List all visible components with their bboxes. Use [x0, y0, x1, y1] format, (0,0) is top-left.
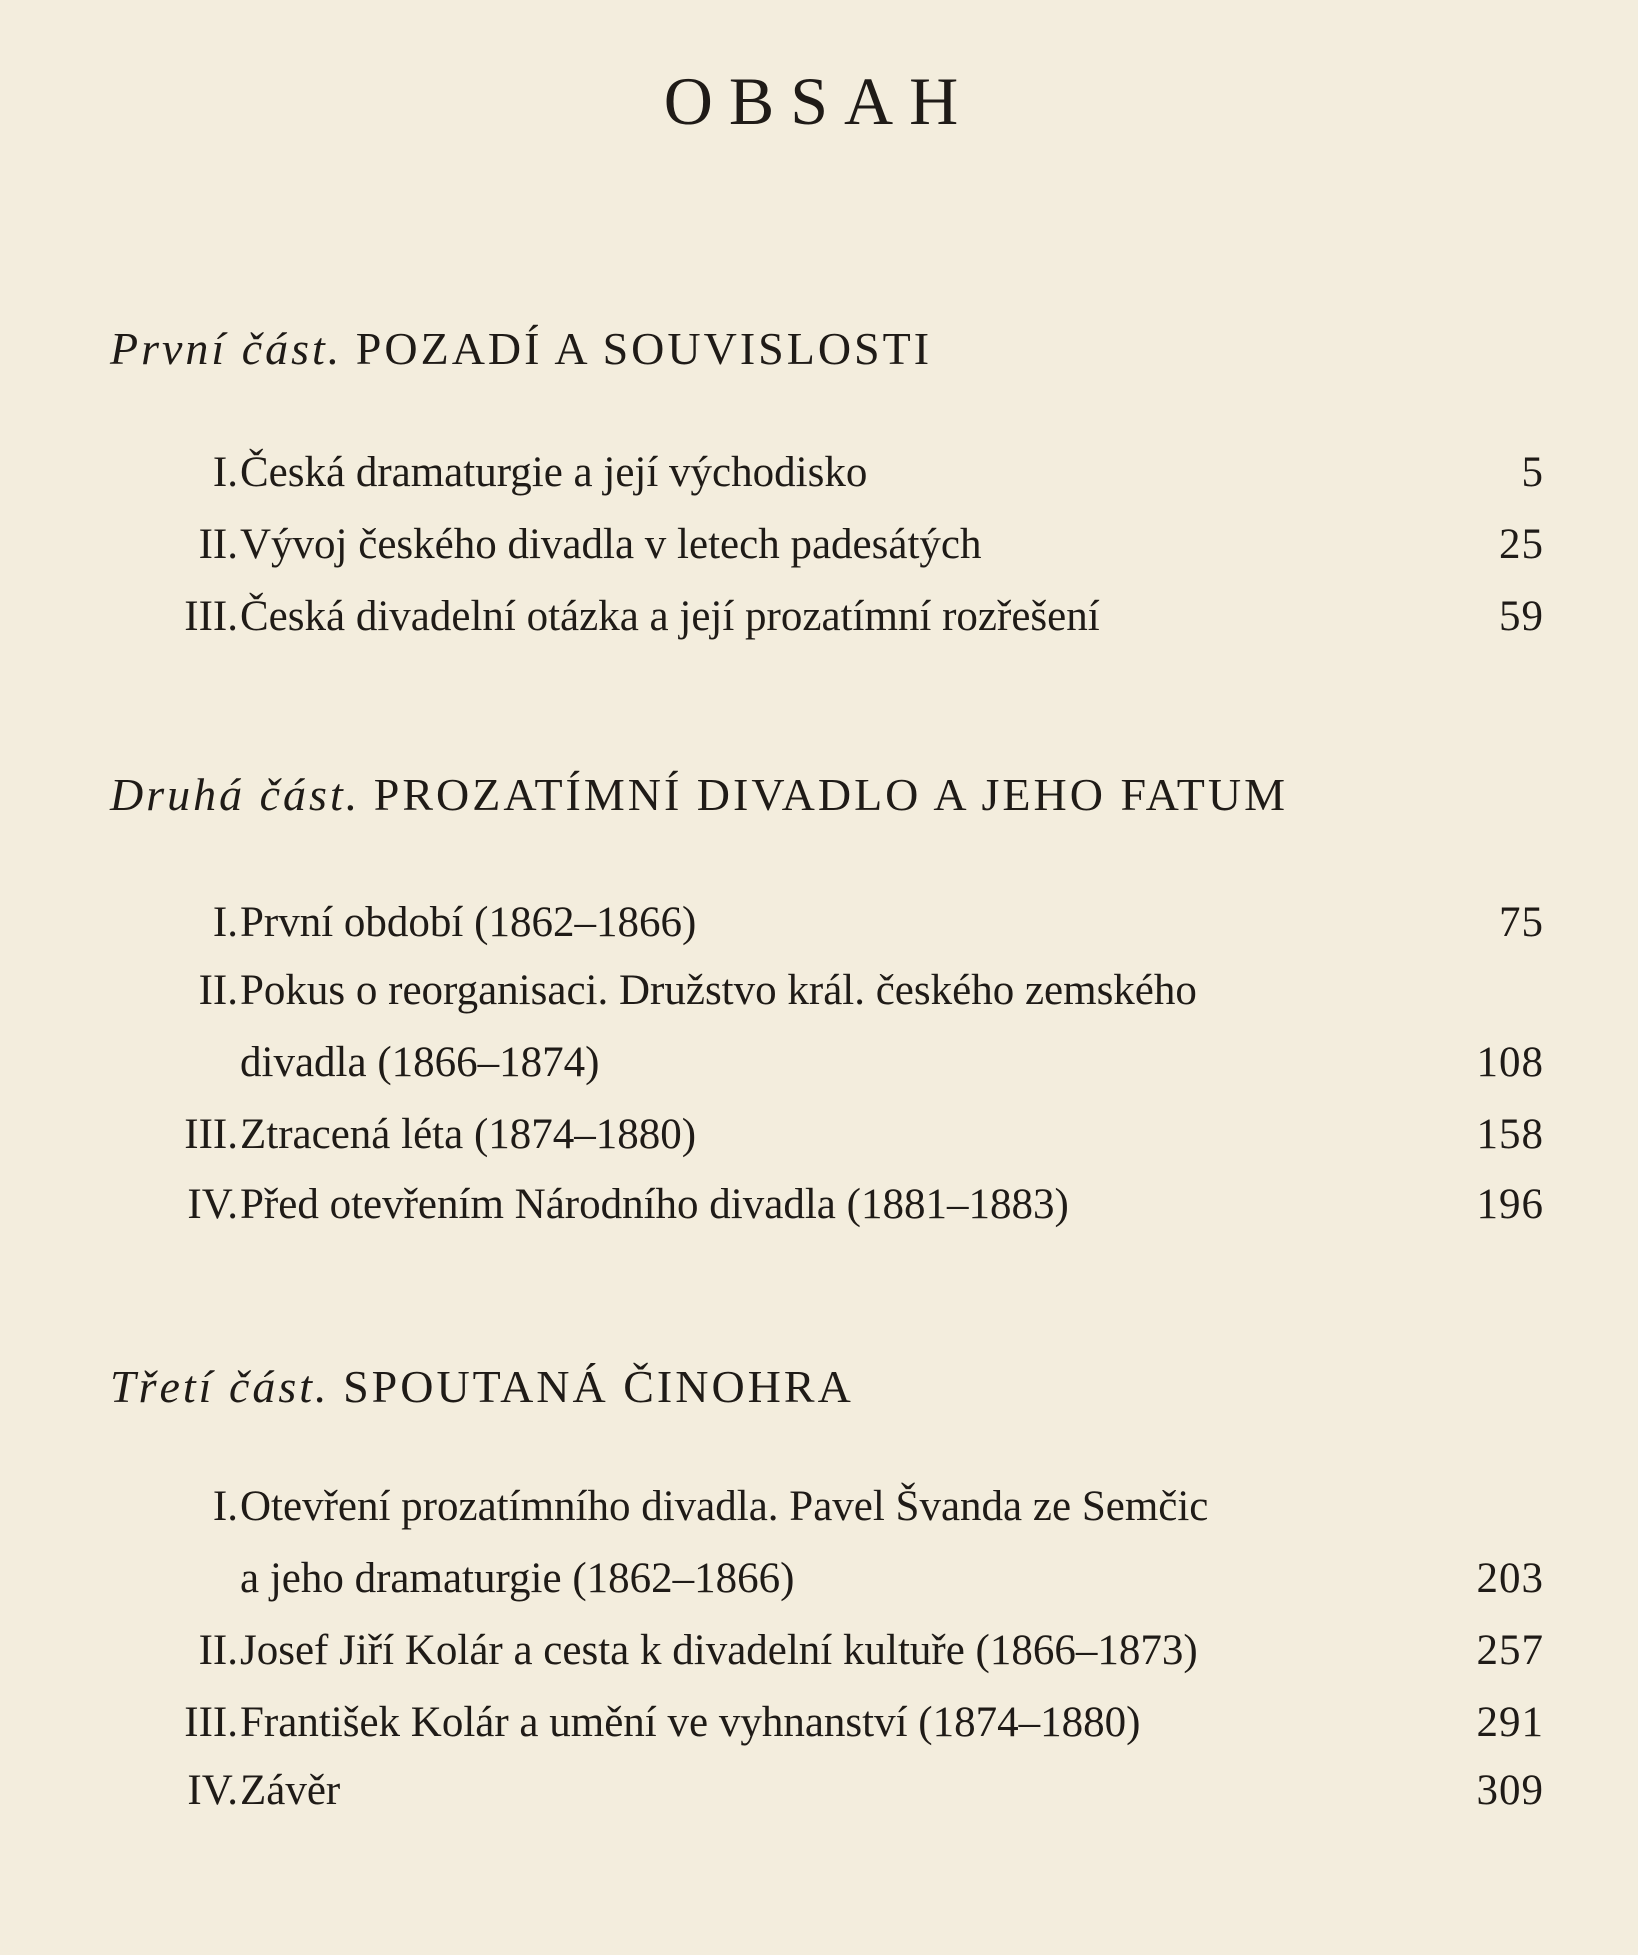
entry-page: 75 [1499, 899, 1544, 946]
toc-entry[interactable] [0, 592, 1638, 652]
entry-page: 158 [1476, 1111, 1544, 1158]
entry-title: První období (1862–1866) [240, 899, 697, 946]
entry-page: 59 [1499, 593, 1544, 640]
entry-title: František Kolár a umění ve vyhnanství (1874–1880) [240, 1699, 1141, 1746]
entry-title: Česká divadelní otázka a její prozatímní rozřešení [240, 593, 1100, 640]
toc-entry[interactable] [0, 966, 1638, 1026]
entry-number: I. [212, 449, 238, 496]
part-title: POZADÍ A SOUVISLOSTI [355, 323, 933, 374]
entry-number: IV. [187, 1767, 238, 1814]
toc-entry[interactable] [0, 898, 1638, 958]
entry-page: 25 [1499, 521, 1544, 568]
entry-title: Josef Jiří Kolár a cesta k divadelní kultuře (1866–1873) [240, 1627, 1198, 1674]
toc-entry[interactable] [0, 1180, 1638, 1240]
part-label: První část. [110, 323, 343, 374]
entry-number: IV. [187, 1181, 238, 1228]
toc-entry[interactable] [0, 1482, 1638, 1542]
entry-number: II. [198, 967, 238, 1014]
part-heading-2 [110, 768, 1288, 821]
entry-number: III. [184, 1111, 238, 1158]
entry-page: 203 [1476, 1555, 1544, 1602]
entry-title: Vývoj českého divadla v letech padesátých [240, 521, 982, 568]
toc-entry-continuation[interactable] [0, 1038, 1638, 1098]
toc-entry-continuation[interactable] [0, 1554, 1638, 1614]
entry-title: divadla (1866–1874) [240, 1039, 600, 1086]
part-label: Třetí část. [110, 1361, 330, 1412]
toc-entry[interactable] [0, 1110, 1638, 1170]
part-title: SPOUTANÁ ČINOHRA [343, 1361, 854, 1412]
toc-entry[interactable] [0, 1766, 1638, 1826]
entry-page: 5 [1521, 449, 1544, 496]
toc-entry[interactable] [0, 448, 1638, 508]
toc-entry[interactable] [0, 1698, 1638, 1758]
entry-number: II. [198, 1627, 238, 1674]
part-title: PROZATÍMNÍ DIVADLO A JEHO FATUM [373, 769, 1288, 820]
entry-title: Závěr [240, 1767, 341, 1814]
entry-number: I. [212, 899, 238, 946]
entry-number: I. [212, 1483, 238, 1530]
entry-page: 196 [1476, 1181, 1544, 1228]
entry-page: 108 [1476, 1039, 1544, 1086]
entry-title: Ztracená léta (1874–1880) [240, 1111, 697, 1158]
entry-title: a jeho dramaturgie (1862–1866) [240, 1555, 795, 1602]
part-label: Druhá část. [110, 769, 361, 820]
entry-title: Pokus o reorganisaci. Družstvo král. českého zemského [240, 967, 1197, 1014]
toc-entry[interactable] [0, 520, 1638, 580]
entry-page: 309 [1476, 1767, 1544, 1814]
part-heading-3 [110, 1360, 854, 1413]
entry-number: III. [184, 1699, 238, 1746]
entry-page: 291 [1476, 1699, 1544, 1746]
entry-number: II. [198, 521, 238, 568]
entry-title: Česká dramaturgie a její východisko [240, 449, 868, 496]
entry-page: 257 [1476, 1627, 1544, 1674]
entry-title: Před otevřením Národního divadla (1881–1883) [240, 1181, 1069, 1228]
entry-title: Otevření prozatímního divadla. Pavel Švanda ze Semčic [240, 1483, 1209, 1530]
entry-number: III. [184, 593, 238, 640]
toc-entry[interactable] [0, 1626, 1638, 1686]
part-heading-1 [110, 322, 932, 375]
page-title: OBSAH [663, 63, 975, 139]
